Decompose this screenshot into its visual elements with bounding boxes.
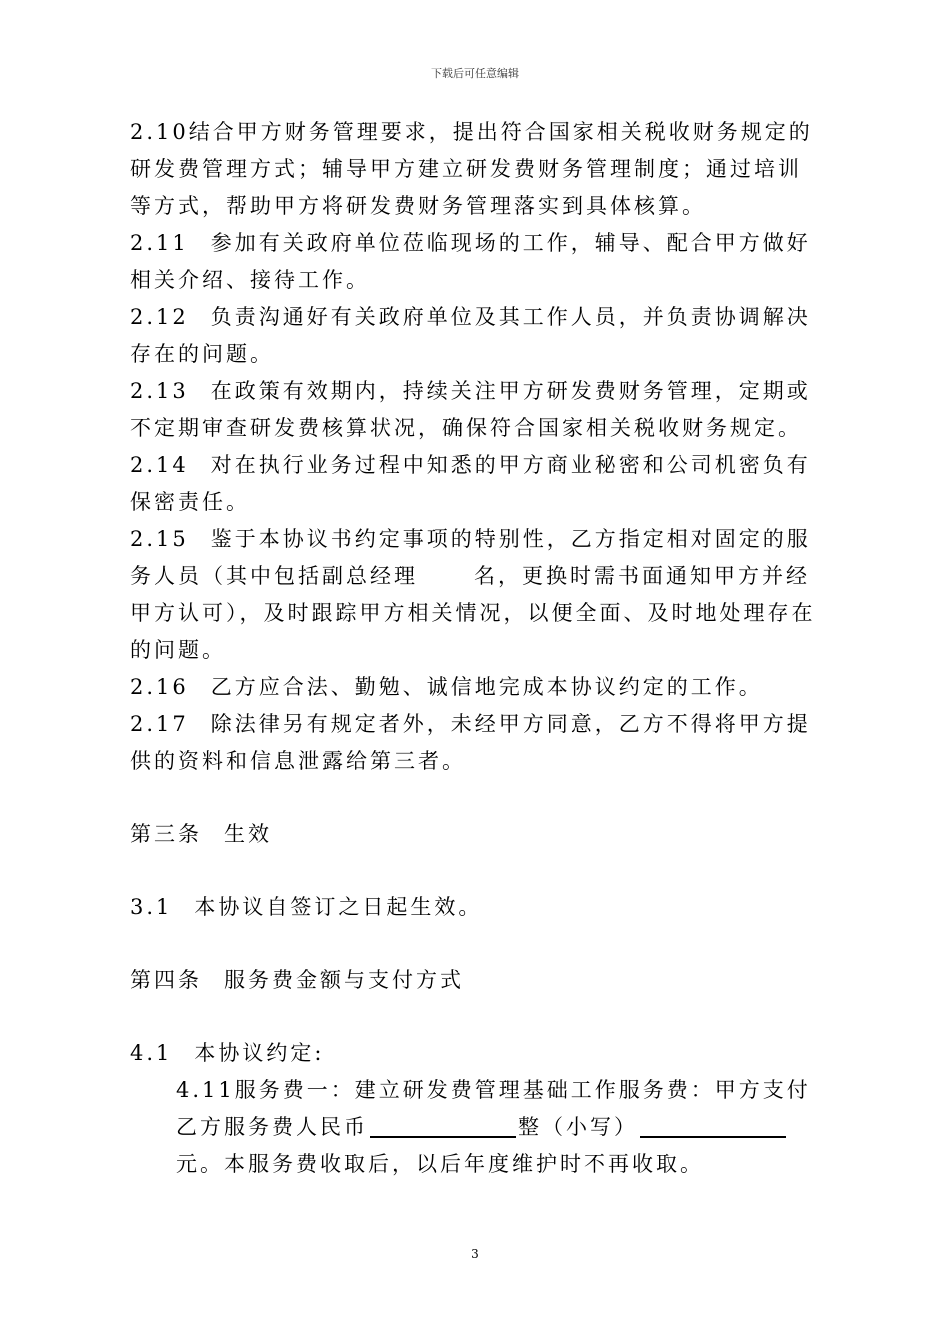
clause-number: 2.12 (130, 305, 189, 329)
article-number: 第三条 (130, 822, 202, 846)
clause-number: 2.14 (130, 453, 189, 477)
clause-2-16 (130, 669, 820, 706)
clause-number: 2.15 (130, 527, 189, 551)
clause-text: 乙方应合法、勤勉、诚信地完成本协议约定的工作。 (210, 675, 763, 699)
clause-text: 对在执行业务过程中知悉的甲方商业秘密和公司机密负有保密责任。 (130, 453, 811, 514)
clause-text: 4.11服务费一：建立研发费管理基础工作服务费：甲方支付乙方服务费人民币 (176, 1078, 811, 1139)
clause-number: 2.13 (130, 379, 189, 403)
article-title: 生效 (224, 822, 272, 846)
clause-text: 本协议自签订之日起生效。 (194, 895, 483, 919)
clause-text: 名，更换时需书面通知甲方并经甲方认可），及时跟踪甲方相关情况，以便全面、及时地处理存在的问题。 (130, 564, 816, 662)
clause-2-11 (130, 225, 820, 299)
clause-text: 元。本服务费收取后，以后年度维护时不再收取。 (176, 1152, 704, 1176)
clause-number: 2.10 (130, 120, 189, 144)
clause-2-15 (130, 521, 820, 669)
clause-4-1 (130, 1035, 820, 1072)
page-number: 3 (471, 1247, 479, 1261)
clause-number: 2.17 (130, 712, 189, 736)
clause-text: 整（小写） (518, 1115, 638, 1139)
clause-2-14 (130, 447, 820, 521)
page-header: 下载后可任意编辑 (431, 67, 519, 80)
article-number: 第四条 (130, 968, 202, 992)
clause-text: 除法律另有规定者外，未经甲方同意，乙方不得将甲方提供的资料和信息泄露给第三者。 (130, 712, 811, 773)
clause-3-1 (130, 889, 820, 926)
clause-2-17 (130, 706, 820, 780)
clause-text: 负责沟通好有关政府单位及其工作人员，并负责协调解决存在的问题。 (130, 305, 811, 366)
clause-number: 2.16 (130, 675, 189, 699)
clause-text: 结合甲方财务管理要求，提出符合国家相关税收财务规定的研发费管理方式；辅导甲方建立研发费财务管理制度；通过培训等方式，帮助甲方将研发费财务管理落实到具体核算。 (130, 120, 813, 218)
clause-2-10 (130, 114, 820, 225)
article-3-title (130, 816, 820, 853)
clause-text: 参加有关政府单位莅临现场的工作，辅导、配合甲方做好相关介绍、接待工作。 (130, 231, 811, 292)
amount-uppercase-blank[interactable] (370, 1110, 516, 1138)
clause-number: 3.1 (130, 895, 173, 919)
article-title: 服务费金额与支付方式 (224, 968, 464, 992)
clause-text: 在政策有效期内，持续关注甲方研发费财务管理，定期或不定期审查研发费核算状况，确保符合国家相关税收财务规定。 (130, 379, 811, 440)
clause-text: 本协议约定: (194, 1041, 325, 1065)
article-4-title (130, 962, 820, 999)
clause-number: 4.1 (130, 1041, 173, 1065)
clause-text: 鉴于本协议书约定事项的特别性，乙方指定相对固定的服务人员（其中包括副总经理 (130, 527, 811, 588)
amount-lowercase-blank[interactable] (640, 1110, 786, 1138)
clause-number: 2.11 (130, 231, 189, 255)
clause-2-12 (130, 299, 820, 373)
clause-2-13 (130, 373, 820, 447)
clause-4-11 (130, 1072, 820, 1183)
document-body (130, 114, 820, 1183)
